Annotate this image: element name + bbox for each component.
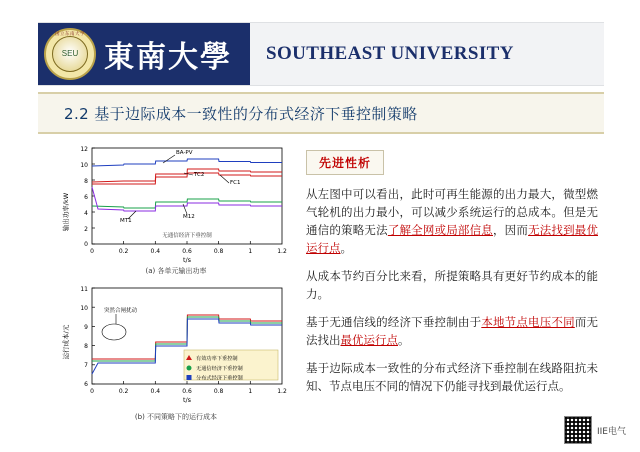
svg-text:8: 8 <box>84 343 88 350</box>
svg-text:0.2: 0.2 <box>118 248 129 255</box>
figure-b-plot <box>58 282 294 410</box>
p3-part-b: 而无法找出 <box>306 315 598 347</box>
svg-text:t/s: t/s <box>182 396 192 404</box>
svg-text:0: 0 <box>90 388 94 395</box>
svg-text:7: 7 <box>84 362 88 369</box>
svg-text:BA-PV: BA-PV <box>176 150 193 156</box>
figure-column <box>58 142 294 422</box>
svg-text:0.4: 0.4 <box>150 388 161 395</box>
svg-text:4: 4 <box>84 210 88 217</box>
analysis-paragraph-3 <box>306 313 598 349</box>
svg-text:t/s: t/s <box>182 256 192 264</box>
svg-text:无通信经济下垂控制: 无通信经济下垂控制 <box>196 366 243 372</box>
analysis-paragraph-4: 基于边际成本一致性的分布式经济下垂控制在线路阻抗未知、节点电压不同的情况下仍能寻找到最优运行点。 <box>306 361 598 393</box>
university-name-en: SOUTHEAST UNIVERSITY <box>266 43 514 64</box>
svg-text:1.2: 1.2 <box>277 388 287 395</box>
university-logo-block <box>38 23 250 85</box>
svg-text:有效功率下垂控制: 有效功率下垂控制 <box>196 356 238 362</box>
qr-code-icon <box>564 416 592 444</box>
footer-channel-label: IIE电气 <box>597 426 626 437</box>
svg-text:分布式经济下垂控制: 分布式经济下垂控制 <box>196 375 243 382</box>
svg-text:6: 6 <box>84 381 88 388</box>
section-tag: 先进性析 <box>306 150 384 175</box>
slide-header <box>38 22 604 86</box>
svg-text:2: 2 <box>84 226 88 233</box>
svg-text:0: 0 <box>84 241 88 248</box>
p1-part-a: 从左图中可以看出，此时可再生能源的出力最大，微型燃气轮机的出力最小，可以减少系统运行的总成本。但是无通信的策略无法 <box>306 187 598 237</box>
analysis-paragraph-2: 从成本节约百分比来看，所提策略具有更好节约成本的能力。 <box>306 269 598 301</box>
university-name-cn: 東南大學 <box>104 40 232 75</box>
svg-text:10: 10 <box>80 305 88 312</box>
figure-b-caption: (b) 不同策略下的运行成本 <box>134 413 218 421</box>
svg-text:运行成本/元: 运行成本/元 <box>62 324 70 360</box>
svg-text:0.6: 0.6 <box>182 248 192 255</box>
svg-text:6: 6 <box>84 194 88 201</box>
svg-text:0.4: 0.4 <box>150 248 161 255</box>
p1-highlight-1: 了解全网或局部信息 <box>387 223 493 237</box>
analysis-column <box>306 150 598 395</box>
svg-text:0.6: 0.6 <box>182 388 192 395</box>
svg-text:1: 1 <box>248 388 253 395</box>
svg-text:1.2: 1.2 <box>277 248 287 255</box>
svg-text:0: 0 <box>90 248 94 255</box>
svg-text:0.2: 0.2 <box>118 388 129 395</box>
svg-text:M12: M12 <box>183 214 195 220</box>
p3-highlight-1: 本地节点电压不同 <box>481 315 575 329</box>
svg-text:突然合闸扰动: 突然合闸扰动 <box>104 308 138 314</box>
analysis-paragraph-1 <box>306 185 598 257</box>
svg-text:12: 12 <box>80 146 88 153</box>
slide-title-bar <box>38 92 604 134</box>
p3-part-a: 基于无通信线的经济下垂控制由于 <box>306 315 482 329</box>
p1-part-b: ，因而 <box>493 223 529 237</box>
svg-text:11: 11 <box>80 286 88 293</box>
svg-text:8: 8 <box>84 178 88 185</box>
svg-text:10: 10 <box>80 162 88 169</box>
university-seal-icon <box>44 28 96 80</box>
p3-part-c: 。 <box>398 333 410 347</box>
page-title: 2.2 基于边际成本一致性的分布式经济下垂控制策略 <box>64 104 418 123</box>
p3-highlight-2: 最优运行点 <box>340 333 398 347</box>
svg-text:TC2: TC2 <box>194 172 205 178</box>
p1-part-c: 。 <box>340 241 352 255</box>
figure-a-plot <box>58 142 294 264</box>
svg-text:0.8: 0.8 <box>213 248 224 255</box>
svg-text:9: 9 <box>84 324 88 331</box>
seal-inner-text: SEU <box>52 36 88 72</box>
svg-text:FC1: FC1 <box>230 180 241 186</box>
svg-text:0.8: 0.8 <box>213 388 224 395</box>
svg-text:无通信经济下垂控制: 无通信经济下垂控制 <box>162 233 212 239</box>
figure-a <box>58 142 294 276</box>
figure-b <box>58 282 294 422</box>
figure-a-caption: (a) 各单元输出功率 <box>145 267 207 275</box>
p1-highlight-2: 无法找到最优运行点 <box>306 223 598 255</box>
svg-text:输出功率/kW: 输出功率/kW <box>62 192 70 232</box>
footer-watermark <box>564 416 626 444</box>
svg-text:MT1: MT1 <box>120 218 132 224</box>
svg-text:1: 1 <box>248 248 253 255</box>
seal-ring-text: 国立东南大学 <box>55 31 85 36</box>
